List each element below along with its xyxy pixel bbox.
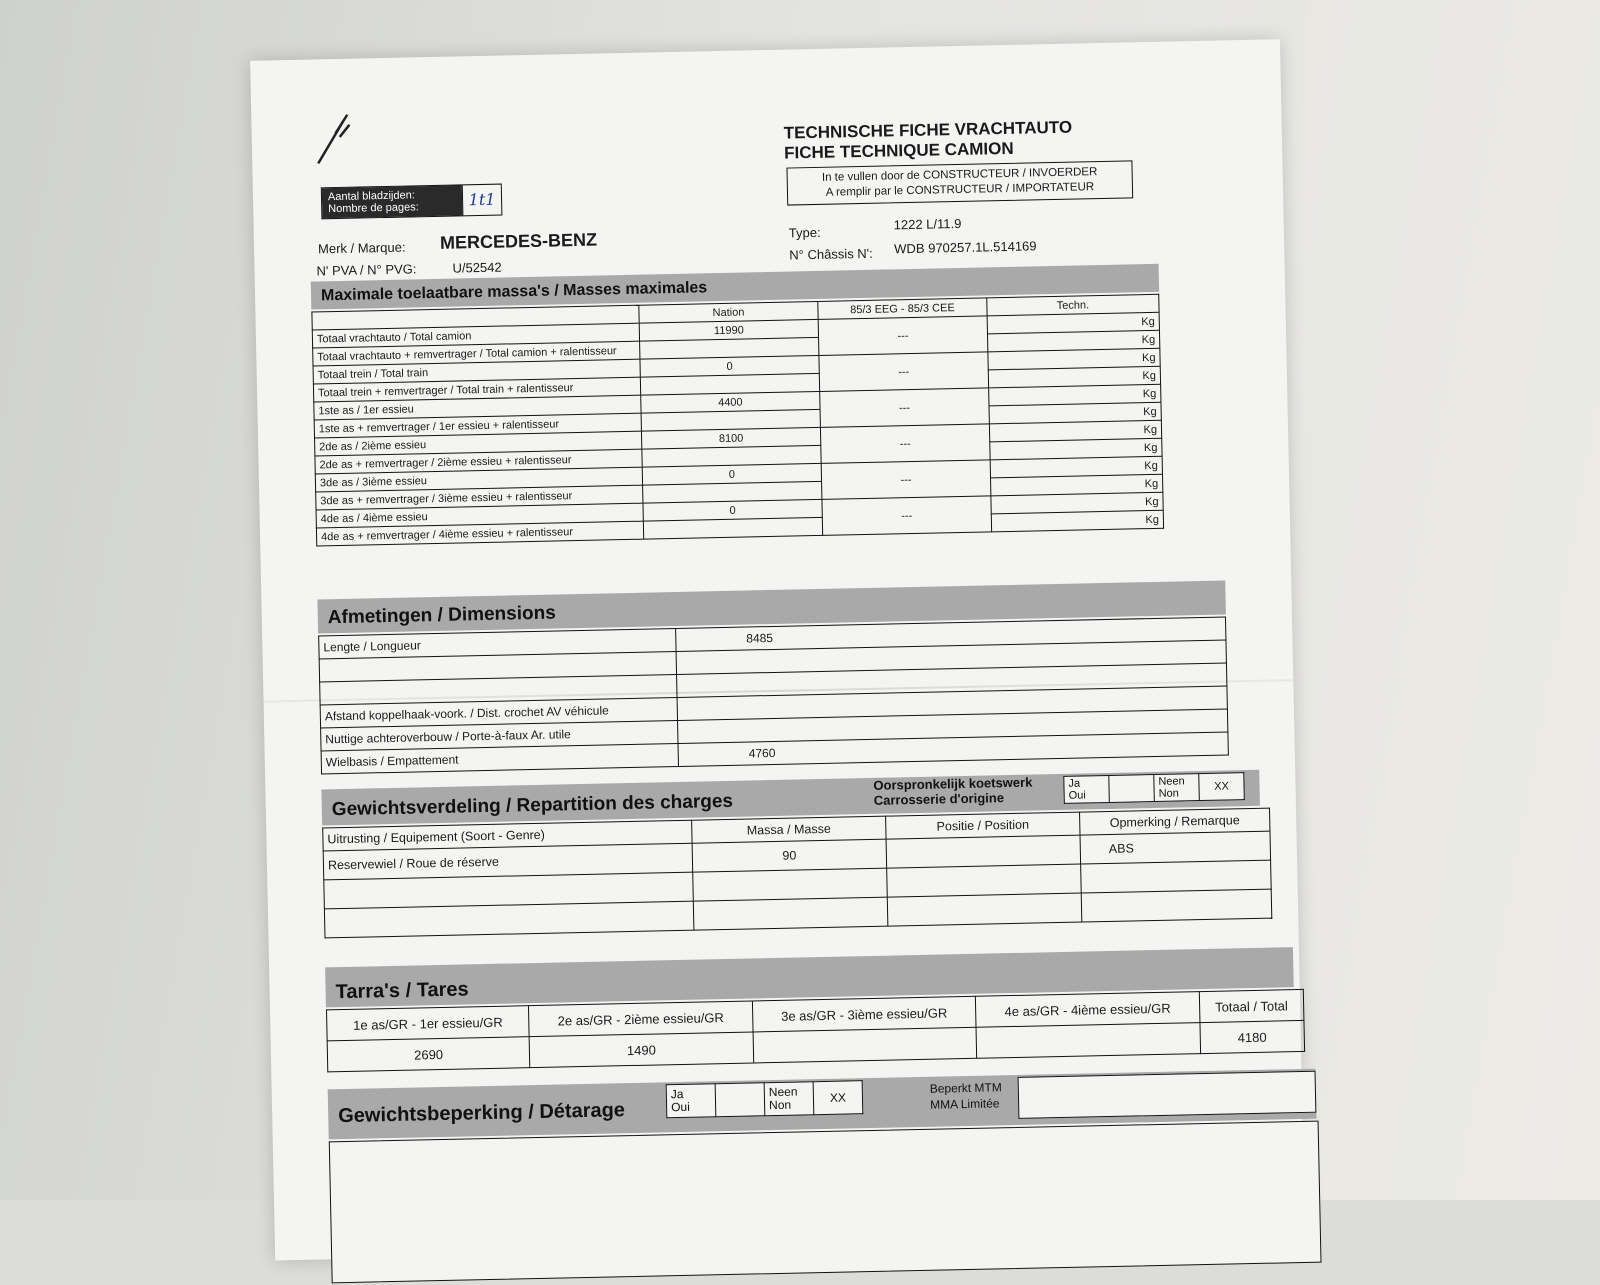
tare-header: 4e as/GR - 4ième essieu/GR	[976, 992, 1200, 1028]
mass-nation-value	[643, 517, 822, 539]
pages-label-fr: Nombre de pages:	[328, 201, 419, 216]
mass-eeg-dash: ---	[821, 460, 991, 500]
title-nl: TECHNISCHE FICHE VRACHTAUTO	[783, 117, 1073, 143]
limitation-no-mark: XX	[813, 1081, 863, 1115]
mass-cell	[693, 897, 888, 930]
tares-title: Tarra's / Tares	[335, 978, 469, 1004]
tare-value: 4180	[1200, 1020, 1305, 1053]
chassis-label: N° Châssis N':	[789, 245, 873, 263]
page-count-box	[321, 184, 503, 220]
mass-cell	[693, 868, 888, 901]
original-body-choice: Ja Oui Neen Non XX	[1063, 772, 1245, 804]
pages-label-nl: Aantal bladzijden:	[327, 189, 415, 204]
col-position: Positie / Position	[886, 812, 1080, 839]
mass-eeg-dash: ---	[820, 424, 990, 464]
mass-label: Totaal vrachtauto / Total camion	[312, 323, 639, 348]
mass-label: Totaal trein / Total train	[313, 359, 640, 384]
mass-unit: Kg	[991, 474, 1163, 496]
chassis-value: WDB 970257.1L.514169	[894, 238, 1037, 257]
mass-cell: 90	[692, 839, 887, 872]
dimension-value: 4760	[678, 732, 1228, 767]
mass-eeg-dash: ---	[818, 316, 988, 356]
mass-eeg-dash: ---	[819, 352, 989, 392]
fill-note-nl: In te vullen door de CONSTRUCTEUR / INVOERDER	[821, 166, 1098, 184]
fill-instructions	[786, 160, 1133, 205]
brand-value: MERCEDES-BENZ	[439, 229, 598, 253]
tare-header: 2e as/GR - 2ième essieu/GR	[529, 1001, 753, 1037]
mass-label: 4de as + remvertrager / 4ième essieu + ralentisseur	[316, 521, 643, 546]
mtm-value-box	[1018, 1071, 1317, 1119]
mass-nation-value: 4400	[641, 391, 820, 413]
pva-value: U/52542	[452, 259, 502, 276]
distribution-table	[322, 808, 1272, 939]
remark-cell: ABS	[1080, 831, 1271, 864]
limitation-title: Gewichtsbeperking / Détarage	[338, 1099, 626, 1128]
mass-nation-value: 11990	[639, 319, 818, 341]
mass-unit: Kg	[987, 330, 1159, 352]
mass-label: 3de as / 3ième essieu	[315, 467, 642, 492]
masses-title: Maximale toelaatbare massa's / Masses maximales	[320, 279, 708, 305]
original-body-no-mark: XX	[1199, 773, 1245, 801]
mass-label: 3de as + remvertrager / 3ième essieu + ralentisseur	[316, 485, 643, 510]
pages-value: 1t1	[462, 185, 502, 216]
limitation-choice: Ja Oui Neen Non XX	[666, 1080, 864, 1118]
mass-unit: Kg	[990, 456, 1162, 478]
col-eeg: 85/3 EEG - 85/3 CEE	[818, 298, 987, 320]
pva-label: N' PVA / N° PVG:	[316, 261, 417, 279]
limitation-notes-box	[329, 1121, 1322, 1284]
position-cell	[887, 864, 1082, 897]
mass-label: 1ste as / 1er essieu	[314, 395, 641, 420]
dimension-label: Afstand koppelhaak-voork. / Dist. crochet AV véhicule	[320, 697, 677, 727]
tare-header: Totaal / Total	[1199, 989, 1304, 1022]
masses-table	[311, 294, 1164, 547]
col-equipment: Uitrusting / Equipement (Soort - Genre)	[323, 820, 692, 851]
remark-cell	[1081, 889, 1272, 922]
mass-unit: Kg	[989, 402, 1161, 424]
mass-unit: Kg	[991, 510, 1163, 532]
mass-label: 1ste as + remvertrager / 1er essieu + ralentisseur	[314, 413, 641, 438]
fill-note-fr: A remplir par le CONSTRUCTEUR / IMPORTATEUR	[825, 181, 1095, 199]
original-body-yes-box	[1109, 775, 1155, 803]
position-cell	[887, 893, 1082, 926]
tare-value: 2690	[327, 1037, 530, 1072]
mass-label: Totaal trein + remvertrager / Total train + ralentisseur	[313, 377, 640, 402]
dimensions-title: Afmetingen / Dimensions	[327, 602, 556, 629]
equipment-cell: Reservewiel / Roue de réserve	[323, 843, 693, 880]
col-remark: Opmerking / Remarque	[1080, 808, 1270, 835]
mass-label: Totaal vrachtauto + remvertrager / Total camion + ralentisseur	[313, 341, 640, 366]
tare-header: 3e as/GR - 3ième essieu/GR	[752, 996, 976, 1032]
dimension-label: Lengte / Longueur	[319, 628, 676, 658]
tare-header: 1e as/GR - 1er essieu/GR	[327, 1006, 530, 1041]
document-title	[784, 118, 1073, 164]
mass-unit: Kg	[987, 312, 1159, 334]
document-page	[250, 39, 1305, 1260]
mtm-label-nl: Beperkt MTM	[929, 1080, 1002, 1096]
remark-cell	[1081, 860, 1272, 893]
limitation-yes-box	[715, 1083, 765, 1117]
mass-nation-value: 0	[642, 463, 821, 485]
original-body-fr: Carrosserie d'origine	[873, 790, 1005, 808]
mass-unit: Kg	[990, 438, 1162, 460]
mass-unit: Kg	[988, 348, 1160, 370]
mass-label: 2de as / 2ième essieu	[315, 431, 642, 456]
mass-nation-value: 0	[640, 355, 819, 377]
mass-label: 4de as / 4ième essieu	[316, 503, 643, 528]
mass-unit: Kg	[989, 420, 1161, 442]
tare-value	[753, 1027, 977, 1063]
dimension-label: Wielbasis / Empattement	[321, 743, 678, 773]
mass-unit: Kg	[989, 384, 1161, 406]
tare-value: 1490	[529, 1032, 753, 1068]
title-fr: FICHE TECHNIQUE CAMION	[783, 138, 1014, 163]
dimension-label: Nuttige achteroverbouw / Porte-à-faux Ar. utile	[321, 720, 678, 750]
dimension-value: 8485	[676, 617, 1226, 652]
mass-label: 2de as + remvertrager / 2ième essieu + ralentisseur	[315, 449, 642, 474]
type-value: 1222 L/11.9	[893, 215, 962, 233]
brand-label: Merk / Marque:	[317, 239, 406, 257]
mass-eeg-dash: ---	[820, 388, 990, 428]
mass-eeg-dash: ---	[822, 496, 992, 536]
mass-nation-value: 0	[643, 499, 822, 521]
mass-nation-value: 8100	[641, 427, 820, 449]
original-body-nl: Oorspronkelijk koetswerk	[873, 774, 1033, 793]
pen-mark-icon	[313, 107, 354, 168]
mass-unit: Kg	[991, 492, 1163, 514]
col-techn: Techn.	[987, 294, 1159, 316]
mtm-label-fr: MMA Limitée	[929, 1096, 1000, 1112]
dimensions-table	[318, 616, 1229, 774]
distribution-title: Gewichtsverdeling / Repartition des charges	[331, 790, 734, 821]
position-cell	[886, 835, 1081, 868]
col-mass: Massa / Masse	[692, 816, 886, 843]
type-label: Type:	[788, 224, 821, 241]
mass-unit: Kg	[988, 366, 1160, 388]
tare-value	[976, 1023, 1200, 1059]
col-nation: Nation	[639, 301, 818, 323]
